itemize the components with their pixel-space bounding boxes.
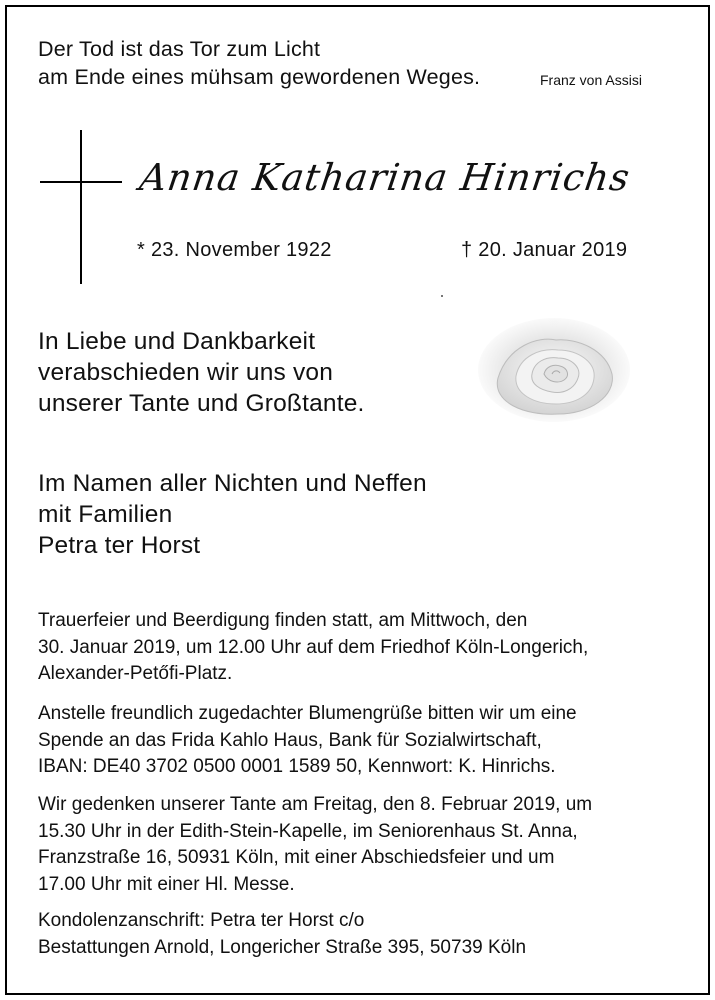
text-line: IBAN: DE40 3702 0500 0001 1589 50, Kennwort: K. Hinrichs. [38,756,556,777]
donation-paragraph [38,701,577,781]
text-line: Alexander-Petőfi-Platz. [38,663,233,684]
text-line: Anstelle freundlich zugedachter Blumengrüße bitten wir um eine [38,703,577,724]
signed-line-2: mit Familien [38,501,173,528]
text-line: Wir gedenken unserer Tante am Freitag, den 8. Februar 2019, um [38,794,593,815]
funeral-info-paragraph [38,608,588,688]
text-line: Trauerfeier und Beerdigung finden statt, am Mittwoch, den [38,610,528,631]
farewell-line-1: In Liebe und Dankbarkeit [38,328,316,355]
text-line: Spende an das Frida Kahlo Haus, Bank für Sozialwirtschaft, [38,729,542,751]
memorial-paragraph [38,792,592,898]
quote-line-1: Der Tod ist das Tor zum Licht [38,37,321,61]
death-date: † 20. Januar 2019 [461,239,628,261]
birth-date: * 23. November 1922 [137,239,332,261]
text-line: Bestattungen Arnold, Longericher Straße 395, 50739 Köln [38,936,527,958]
condolence-address [38,908,526,961]
farewell-line-3: unserer Tante und Großtante. [38,390,365,417]
text-line: 17.00 Uhr mit einer Hl. Messe. [38,873,295,895]
signed-line-3: Petra ter Horst [38,532,201,559]
signature-block [38,468,427,561]
quote-author: Franz von Assisi [540,72,642,88]
farewell-line-2: verabschieden wir uns von [38,359,334,386]
rose-icon [478,316,630,424]
quote-line-2: am Ende eines mühsam gewordenen Weges. [38,65,481,89]
signed-line-1: Im Namen aller Nichten und Neffen [38,470,427,497]
deceased-name: Anna Katharina Hinrichs [136,156,633,199]
text-line: Franzstraße 16, 50931 Köln, mit einer Abschiedsfeier und um [38,847,555,868]
farewell-text [38,326,365,419]
text-line: 30. Januar 2019, um 12.00 Uhr auf dem Friedhof Köln-Longerich, [38,636,589,658]
print-dot [441,295,443,297]
text-line: 15.30 Uhr in der Edith-Stein-Kapelle, im Seniorenhaus St. Anna, [38,820,578,842]
text-line: Kondolenzanschrift: Petra ter Horst c/o [38,910,365,931]
